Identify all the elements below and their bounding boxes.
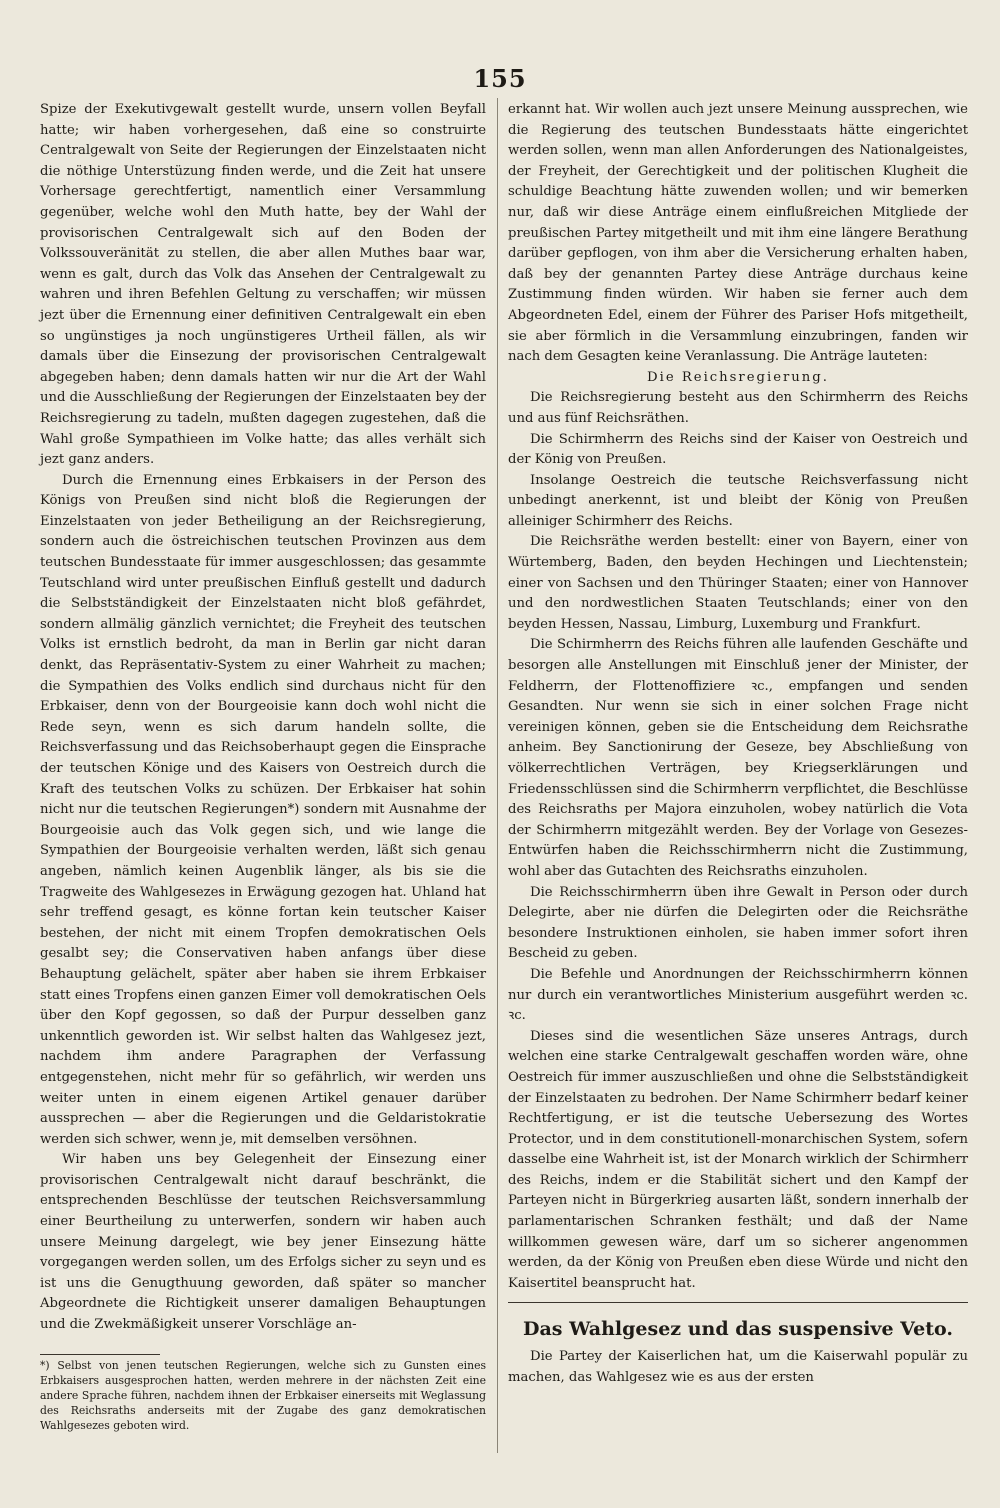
paragraph: Wir haben uns bey Gelegenheit der Einsezung einer provisorischen Centralgewalt nicht darauf beschränkt, die entsprechenden Beschlüsse der teutschen Reichsversammlung einer Beurtheilung zu unterwerfen, sondern wir haben auch unsere Meinung dargelegt, wie bey jener Einsezung hätte vorgegangen werden sollen, um des Erfolgs sicher zu seyn und es ist uns die Genugthuung geworden, daß später so mancher Abgeordnete die Richtigkeit unserer damaligen Behauptungen und die Zwekmäßigkeit unserer Vorschläge an-	[40, 1152, 486, 1333]
section-divider	[508, 1302, 968, 1303]
paragraph: Die Reichsregierung besteht aus den Schirmherrn des Reichs und aus fünf Reichsräthen.	[508, 390, 968, 426]
page-number: 155	[473, 64, 527, 93]
paragraph: Insolange Oestreich die teutsche Reichsverfassung nicht unbedingt anerkennt, ist und bleibt der König von Preußen alleiniger Schirmherr des Reichs.	[508, 472, 968, 529]
paragraph: Spize der Exekutivgewalt gestellt wurde, unsern vollen Beyfall hatte; wir haben vorhergesehen, daß eine so construirte Centralgewalt von Seite der Regierungen der Einzelstaaten nicht die nöthige Unterstüzung finden werde, und die Zeit hat unsere Vorhersage gerechtfertigt, namentlich einer Versammlung gegenüber, welche wohl den Muth hatte, bey der Wahl der provisorischen Centralgewalt sich auf den Boden der Volkssouveränität zu stellen, die aber allen Muthes baar war, wenn es galt, durch das Volk das Ansehen der Centralgewalt zu wahren und ihren Befehlen Geltung zu verschaffen; wir müssen jezt über die Ernennung einer definitiven Centralgewalt ein eben so ungünstiges ja noch ungünstigeres Urtheil fällen, als wir damals über die Einsezung der provisorischen Centralgewalt abgegeben haben; denn damals hatten wir nur die Art der Wahl und die Ausschließung der Regierungen der Einzelstaaten bey der Reichsregierung zu tadeln, mußten dagegen zugestehen, daß die Wahl große Sympathieen im Volke hatte; das alles verhält sich jezt ganz anders.	[40, 102, 486, 468]
paragraph: Die Schirmherrn des Reichs führen alle laufenden Geschäfte und besorgen alle Anstellungen mit Einschluß jener der Minister, der Feldherrn, der Flottenoffiziere ꝛc., empfangen und senden Gesandten. Nur wenn sie sich in einer solchen Frage nicht vereinigen können, geben sie die Entscheidung dem Reichsrathe anheim. Bey Sanctionirung der Geseze, bey Abschließung von völkerrechtlichen Verträgen, bey Kriegserklärungen und Friedensschlüssen sind die Schirmherrn verpflichtet, die Beschlüsse des Reichsraths per Majora einzuholen, wobey natürlich die Vota der Schirmherrn mitgezählt werden. Bey der Vorlage von Gesezes-Entwürfen haben die Reichsschirmherrn nicht die Zustimmung, wohl aber das Gutachten des Reichsraths einzuholen.	[508, 637, 968, 879]
footnote: *) Selbst von jenen teutschen Regierungen, welche sich zu Gunsten eines Erbkaisers ausgesprochen hatten, werden mehrere in der nächsten Zeit eine andere Sprache führen, nachdem ihnen der Erbkaiser einerseits mit Weglassung des Reichsraths anderseits mit der Zugabe des ganz demokratischen Wahlgesezes geboten wird.	[40, 1359, 486, 1432]
column-divider	[497, 98, 498, 1453]
left-column	[40, 100, 486, 1336]
paragraph: Die Schirmherrn des Reichs sind der Kaiser von Oestreich und der König von Preußen.	[508, 431, 968, 468]
footnote-rule	[40, 1354, 160, 1355]
paragraph: Die Reichsräthe werden bestellt: einer von Bayern, einer von Würtemberg, Baden, den beyden Hechingen und Liechtenstein; einer von Sachsen und den Thüringer Staaten; einer von Hannover und den nordwestlichen Staaten Teutschlands; einer von den beyden Hessen, Nassau, Limburg, Luxemburg und Frankfurt.	[508, 534, 968, 632]
paragraph: Durch die Ernennung eines Erbkaisers in der Person des Königs von Preußen sind nicht bloß die Regierungen der Einzelstaaten von jeder Betheiligung an der Reichsregierung, sondern auch die östreichischen teutschen Provinzen aus dem teutschen Bundesstaate für immer ausgeschlossen; das gesammte Teutschland wird unter preußischen Einfluß gestellt und dadurch die Selbstständigkeit der Einzelstaaten nicht bloß gefährdet, sondern allmälig gänzlich vernichtet; die Freyheit des teutschen Volks ist ernstlich bedroht, da man in Berlin gar nicht daran denkt, das Repräsentativ-System zu einer Wahrheit zu machen; die Sympathien des Volks endlich sind durchaus nicht für den Erbkaiser, denn von der Bourgeoisie kann doch wohl nicht die Rede seyn, wenn es sich darum handeln sollte, die Reichsverfassung und das Reichsoberhaupt gegen die Einsprache der teutschen Könige und des Kaisers von Oestreich durch die Kraft des teutschen Volks zu schüzen. Der Erbkaiser hat sohin nicht nur die teutschen Regierungen*) sondern mit Ausnahme der Bourgeoisie auch das Volk gegen sich, und wie lange die Sympathien der Bourgeoisie verhalten werden, läßt sich genau angeben, nämlich keinen Augenblik länger, als bis sie die Tragweite des Wahlgesezes in Erwägung gezogen hat. Uhland hat sehr treffend gesagt, es könne fortan kein teutscher Kaiser bestehen, der nicht mit einem Tropfen demokratischen Oels gesalbt sey; die Conservativen haben anfangs über diese Behauptung gelächelt, später aber haben sie ihrem Erbkaiser statt eines Tropfens einen ganzen Eimer voll demokratischen Oels über den Kopf gegossen, so daß der Purpur desselben ganz unkenntlich geworden ist. Wir selbst halten das Wahlgesez jezt, nachdem ihm andere Paragraphen der Verfassung entgegenstehen, nicht mehr für so gefährlich, wir werden uns weiter unten in einem eigenen Artikel genauer darüber aussprechen — aber die Regierungen und die Geldaristokratie werden sich schwer, wenn je, mit demselben versöhnen.	[40, 472, 486, 1147]
paragraph: Die Befehle und Anordnungen der Reichsschirmherrn können nur durch ein verantwortliches Ministerium ausgeführt werden ꝛc. ꝛc.	[508, 966, 968, 1024]
right-column	[508, 100, 968, 1389]
paragraph: Dieses sind die wesentlichen Säze unseres Antrags, durch welchen eine starke Centralgewalt geschaffen worden wäre, ohne Oestreich für immer auszuschließen und ohne die Selbstständigkeit der Einzelstaaten zu bedrohen. Der Name Schirmherr bedarf keiner Rechtfertigung, er ist die teutsche Uebersezung des Wortes Protector, und in dem constitutionell-monarchischen System, sofern dasselbe eine Wahrheit ist, ist der Monarch wirklich der Schirmherr des Reichs, indem er die Stabilität sichert und den Kampf der Parteyen nicht in Bürgerkrieg ausarten läßt, sondern innerhalb der parlamentarischen Schranken festhält; und daß der Name willkommen gewesen wäre, darf um so sicherer angenommen werden, da der König von Preußen eben diese Würde und nicht den Kaisertitel beansprucht hat.	[508, 1028, 968, 1291]
subheading: Die Reichsregierung.	[647, 369, 829, 385]
paragraph: erkannt hat. Wir wollen auch jezt unsere Meinung aussprechen, wie die Regierung des teutschen Bundesstaats hätte eingerichtet werden sollen, wenn man allen Anforderungen des Nationalgeistes, der Freyheit, der Gerechtigkeit und der politischen Klugheit die schuldige Beachtung hätte zuwenden wollen; und wir bemerken nur, daß wir diese Anträge einem einflußreichen Mitgliede der preußischen Partey mitgetheilt und mit ihm eine längere Berathung darüber gepflogen, von ihm aber die Versicherung erhalten haben, daß bey der genannten Partey diese Anträge durchaus keine Zustimmung finden würden. Wir haben sie ferner auch dem Abgeordneten Edel, einem der Führer des Pariser Hofs mitgetheilt, sie aber förmlich in die Versammlung einzubringen, fanden wir nach dem Gesagten keine Veranlassung. Die Anträge lauteten:	[508, 102, 968, 365]
paragraph: Die Reichsschirmherrn üben ihre Gewalt in Person oder durch Delegirte, aber nie dürfen die Delegirten oder die Reichsräthe besondere Instruktionen einholen, sie haben immer sofort ihren Bescheid zu geben.	[508, 884, 968, 962]
section-heading: Das Wahlgesez und das suspensive Veto.	[523, 1318, 953, 1341]
paragraph: Die Partey der Kaiserlichen hat, um die Kaiserwahl populär zu machen, das Wahlgesez wie es aus der ersten	[508, 1349, 968, 1386]
